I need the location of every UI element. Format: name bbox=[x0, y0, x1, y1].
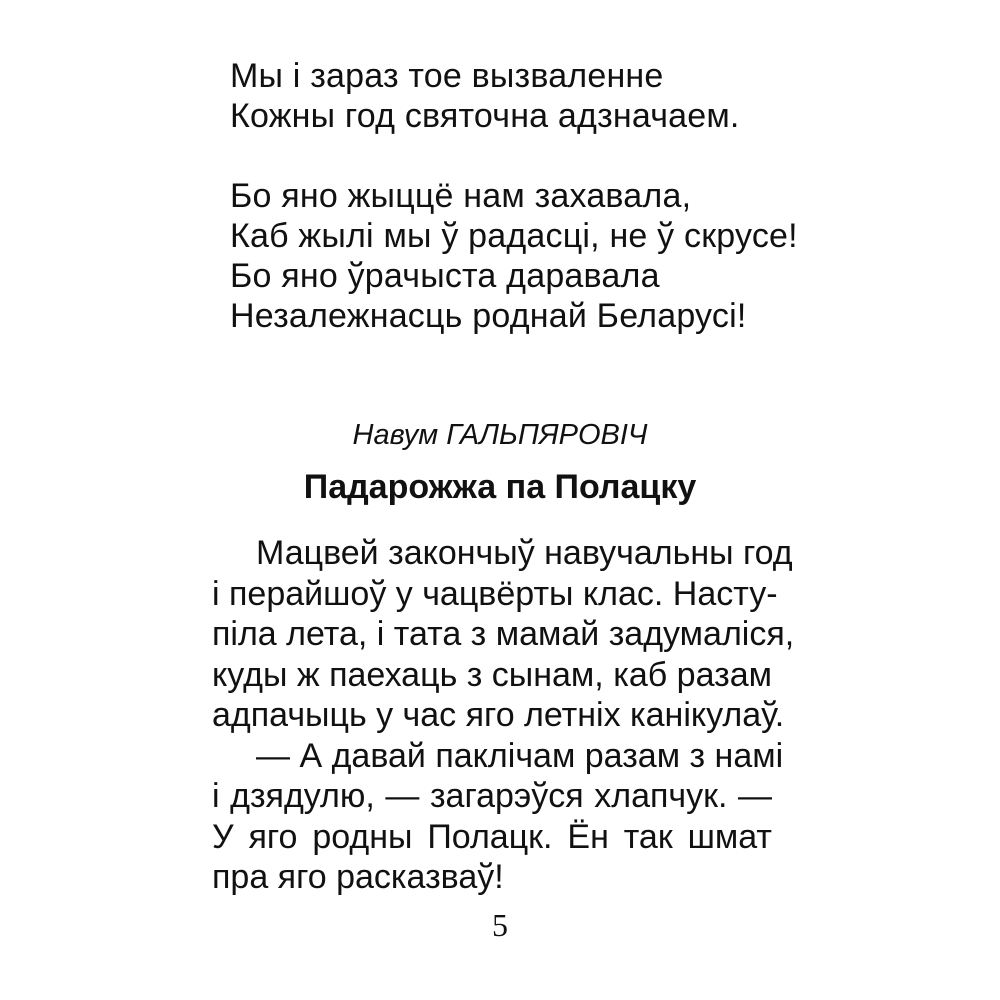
story-text bbox=[212, 533, 795, 898]
poem-line: Незалежнасць роднай Беларусі! bbox=[230, 297, 747, 335]
prose-line: і дзядулю, — загарэўся хлапчук. — bbox=[212, 777, 772, 815]
poem-line: Бо яно жыццё нам захавала, bbox=[230, 177, 692, 215]
poem-line: Бо яно ўрачыста даравала bbox=[230, 257, 660, 295]
prose-line: — А давай паклічам разам з намі bbox=[256, 736, 784, 775]
poem-line: Кожны год святочна адзначаем. bbox=[230, 97, 740, 135]
prose-line: адпачыць у час яго летніх канікулаў. bbox=[212, 696, 785, 734]
prose-line: куды ж паехаць з сынам, каб разам bbox=[212, 655, 772, 694]
poem-stanza bbox=[230, 176, 798, 336]
prose-line: і перайшоў у чацвёрты клас. Насту- bbox=[212, 574, 778, 613]
prose-line: Мацвей закончыў навучальны год bbox=[256, 534, 793, 572]
page-number: 5 bbox=[492, 907, 508, 943]
prose-line: У яго родны Полацк. Ён так шмат bbox=[212, 817, 772, 856]
poem-line: Мы і зараз тое вызваленне bbox=[230, 57, 664, 95]
story-title: Падарожжа па Полацку bbox=[303, 468, 697, 506]
poem-stanza bbox=[230, 56, 790, 136]
prose-line: піла лета, і тата з мамай задумаліся, bbox=[212, 615, 795, 653]
poem-line: Каб жылі мы ў радасці, не ў скрусе! bbox=[230, 217, 798, 255]
poem bbox=[230, 56, 798, 376]
prose-line: пра яго расказваў! bbox=[212, 858, 504, 896]
author-name: Навум ГАЛЬПЯРОВІЧ bbox=[352, 419, 648, 451]
